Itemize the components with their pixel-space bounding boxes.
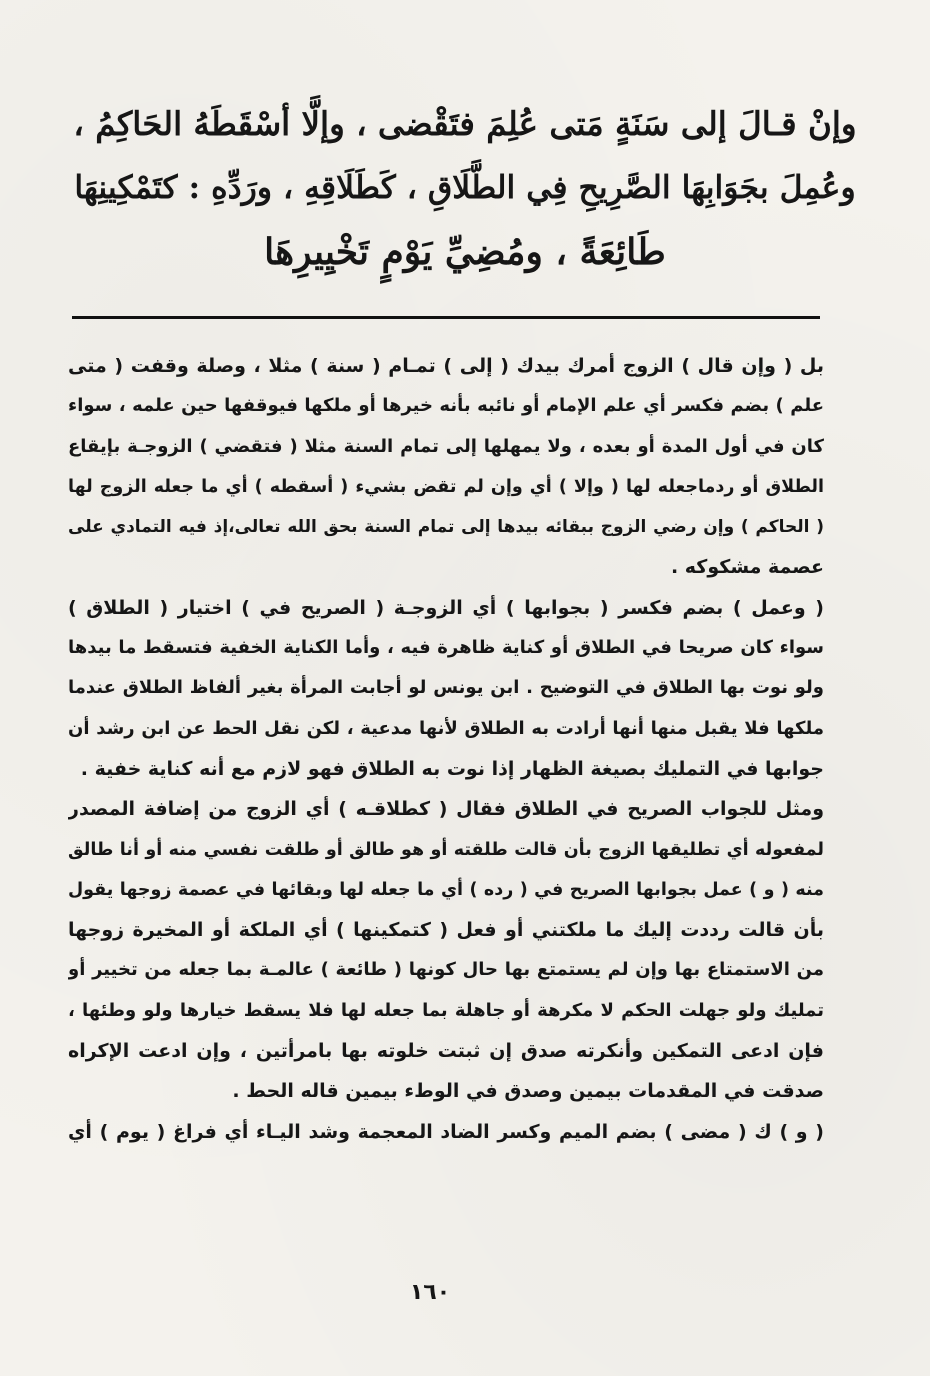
body-line: بأن قالت رددت إليك ما ملكتني أو فعل ( كتمكينها ) أي الملكة أو المخيرة زوجها: [68, 919, 824, 942]
page-number: ١٦٠: [409, 1280, 451, 1305]
matn-line: طَائِعَةً ، ومُضِيِّ يَوْمٍ تَخْيِيرِهَا: [264, 231, 666, 273]
body-line: ( الحاكم ) وإن رضي الزوج ببقائه بيدها إلى تمام السنة بحق الله تعالى،إذ فيه التمادي على: [68, 517, 824, 538]
body-line: بل ( وإن قال ) الزوج أمرك بيدك ( إلى ) تمـام ( سنة ) مثلا ، وصلة وقفت ( متى: [68, 355, 824, 377]
body-line: ولو نوت بها الطلاق في التوضيح . ابن يونس لو أجابت المرأة بغير ألفاظ الطلاق عندما: [68, 677, 824, 699]
body-line: ( و ) ك ( مضى ) بضم الميم وكسر الضاد المعجمة وشد اليـاء أي فراغ ( يوم ) أي: [68, 1120, 824, 1143]
matn-line: وإنْ قـالَ إلى سَنَةٍ مَتى عُلِمَ فتَقْضى ، وإلَّا أسْقَطَهُ الحَاكِمُ ،: [73, 104, 857, 143]
body-line: علم ) بضم فكسر أي علم الإمام أو نائبه بأنه خيرها أو ملكها فيوقفها حين علمه ، سواء: [68, 395, 824, 417]
body-line: صدقت في المقدمات بيمين وصدق في الوطء بيمين قاله الحط .: [232, 1080, 824, 1103]
body-line: تمليك ولو جهلت الحكم لا مكرهة أو جاهلة بما جعله لها فلا يسقط خيارها ولو وطئها ،: [68, 999, 824, 1021]
body-line: عصمة مشكوكه .: [670, 556, 824, 579]
body-line: ( وعمل ) بضم فكسر ( بجوابها ) أي الزوجـة ( الصريح في ) اختيار ( الطلاق ): [68, 596, 824, 619]
body-line: لمفعوله أي تطليقها الزوج بأن قالت طلقته أو هو طالق أو طلقت نفسي منه أو أنا طالق: [68, 839, 824, 860]
body-line: كان في أول المدة أو بعده ، ولا يمهلها إلى تمام السنة مثلا ( فتقضي ) الزوجـة بإيقاع: [68, 435, 824, 457]
matn-header: [70, 92, 860, 284]
matn-line: وعُمِلَ بجَوَابِهَا الصَّرِيحِ فِي الطَّلَاقِ ، كَطَلَاقِهِ ، ورَدِّهِ : كتَمْكِينِهَا: [74, 169, 856, 206]
body-line: الطلاق أو ردماجعله لها ( وإلا ) أي وإن لم تقض بشيء ( أسقطه ) أي ما جعله الزوج لها: [68, 476, 824, 497]
body-line: من الاستمتاع بها وإن لم يستمتع بها حال كونها ( طائعة ) عالمـة بما جعله من تخيير أو: [68, 959, 824, 981]
body-line: جوابها في التمليك بصيغة الظهار إذا نوت به الطلاق فهو لازم مع أنه كناية خفية .: [80, 757, 824, 780]
body-line: ملكها فلا يقبل منها أنها أرادت به الطلاق لأنها مدعية ، لكن نقل الحط عن ابن رشد أن: [68, 717, 824, 739]
body-line: سواء كان صريحا في الطلاق أو كناية ظاهرة فيه ، وأما الكناية الخفية فتسقط ما بيدها: [68, 637, 824, 659]
body-line: ومثل للجواب الصريح في الطلاق فقال ( كطلاقـه ) أي الزوج من إضافة المصدر: [68, 798, 824, 821]
separator-rule: [72, 316, 820, 319]
body-line: فإن ادعى التمكين وأنكرته صدق إن ثبتت خلوته بها بامرأتين ، وإن ادعت الإكراه: [68, 1040, 824, 1063]
body-line: منه ( و ) عمل بجوابها الصريح في ( رده ) أي ما جعله لها وبقائها في عصمة زوجها يقول: [68, 879, 824, 900]
commentary-body: [68, 346, 824, 1152]
